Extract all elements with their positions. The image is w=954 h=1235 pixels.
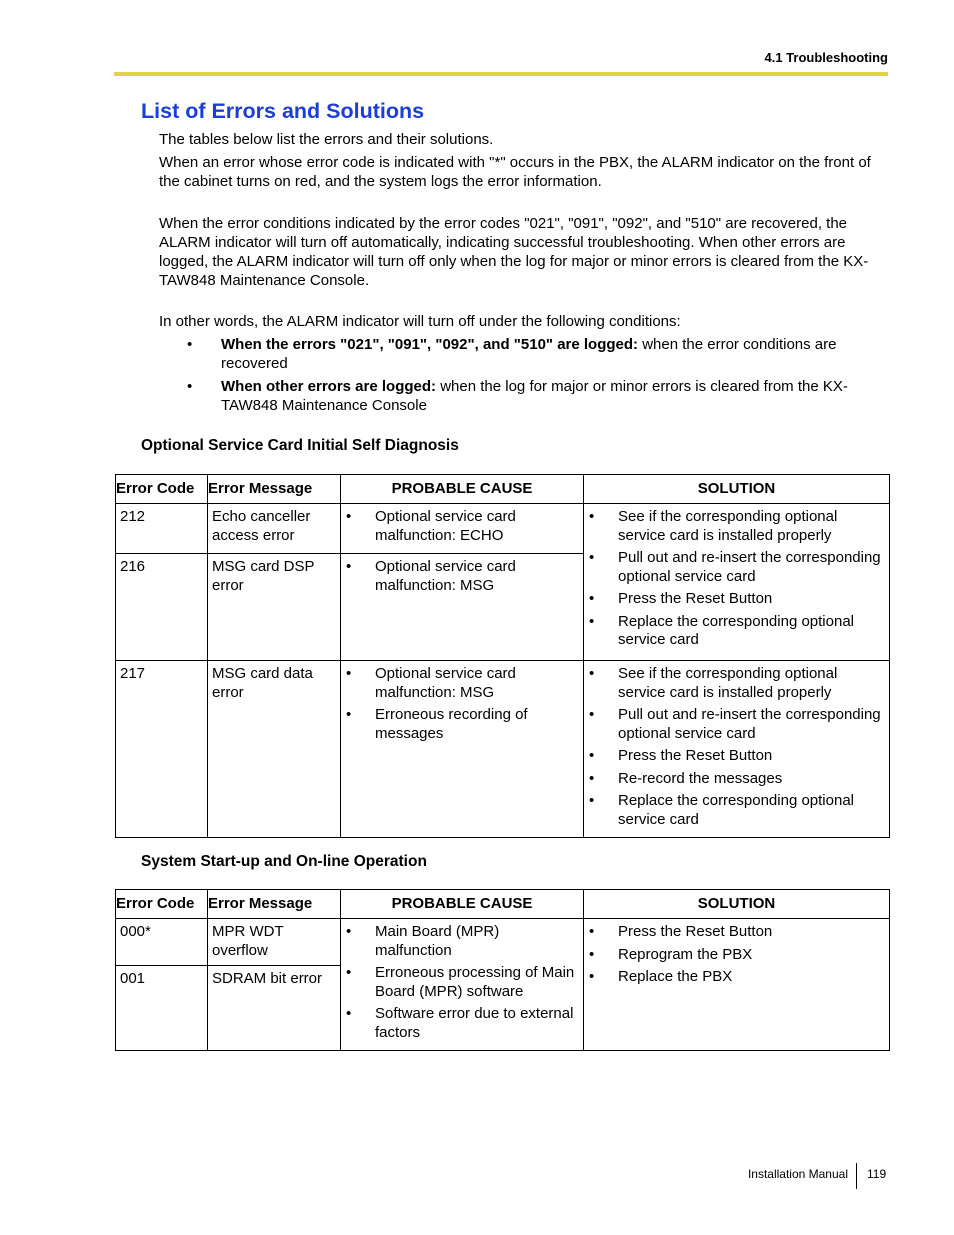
solution-cell [584,661,890,838]
bullet-icon: • [187,378,193,395]
list-item: • See if the corresponding optional service card is installed properly [584,508,885,545]
error-message: MSG card DSP error [208,554,341,661]
page-number: 119 [867,1167,887,1181]
solution-cell [584,919,890,1051]
list-item: • Software error due to external factors [341,1005,579,1042]
probable-cause [341,554,584,661]
table-row [116,504,890,554]
error-code: 000* [116,919,208,966]
table1-heading: Optional Service Card Initial Self Diagnosis [141,437,459,454]
error-code: 001 [116,966,208,1051]
list-item: • Press the Reset Button [584,747,885,766]
col-header-cause: PROBABLE CAUSE [341,475,584,504]
solution-cell [584,504,890,661]
startup-table [115,889,890,1051]
table-header-row [116,890,890,919]
probable-cause [341,919,584,1051]
col-header-message: Error Message [208,890,341,919]
page-title: List of Errors and Solutions [141,99,425,123]
list-item: • See if the corresponding optional service card is installed properly [584,665,885,702]
col-header-solution: SOLUTION [584,890,890,919]
error-message: Echo canceller access error [208,504,341,554]
alarm-paragraph: When an error whose error code is indicated with "*" occurs in the PBX, the ALARM indicator on the front of the cabinet turns on red, and the system logs the error information. [159,154,871,190]
col-header-message: Error Message [208,475,341,504]
col-header-code: Error Code [116,890,208,919]
list-item: • Optional service card malfunction: MSG [341,558,579,595]
table-header-row [116,475,890,504]
error-message: MPR WDT overflow [208,919,341,966]
list-item: • Main Board (MPR) malfunction [341,923,579,960]
col-header-solution: SOLUTION [584,475,890,504]
list-item: • Erroneous processing of Main Board (MPR) software [341,964,579,1001]
list-item: • Optional service card malfunction: MSG [341,665,579,702]
error-code: 212 [116,504,208,554]
header-section-label: 4.1 Troubleshooting [764,50,888,65]
col-header-code: Error Code [116,475,208,504]
list-item: • Optional service card malfunction: ECHO [341,508,579,545]
diagnosis-table [115,474,890,838]
table-row [116,919,890,966]
list-item: • Replace the PBX [584,968,885,987]
condition-text: when the error conditions are recovered [221,336,837,372]
list-item: • Press the Reset Button [584,590,885,609]
condition-bold: When other errors are logged: [221,378,437,395]
table-row [116,661,890,838]
recovery-paragraph: When the error conditions indicated by the error codes "021", "091", "092", and "510" are recovered, the ALARM indicator will turn off automatically, indicating successful troubleshooting. When other errors are logged, the ALARM indicator will turn off only when the log for major or minor errors is cleared from the KX-TAW848 Maintenance Console. [159,215,869,289]
list-item: • Replace the corresponding optional service card [584,792,885,829]
footer-label: Installation Manual [747,1167,848,1181]
footer-divider [856,1163,857,1189]
bullet-icon: • [187,336,193,353]
list-item: • Re-record the messages [584,770,885,789]
error-message: MSG card data error [208,661,341,838]
error-code: 217 [116,661,208,838]
probable-cause [341,661,584,838]
list-item: • Pull out and re-insert the corresponding optional service card [584,549,885,586]
probable-cause [341,504,584,554]
error-message: SDRAM bit error [208,966,341,1051]
conditions-intro: In other words, the ALARM indicator will turn off under the following conditions: [159,313,681,330]
condition-text: when the log for major or minor errors is cleared from the KX-TAW848 Maintenance Console [221,378,848,414]
intro-paragraph: The tables below list the errors and their solutions. [159,131,494,148]
table2-heading: System Start-up and On-line Operation [141,853,427,870]
list-item: • Press the Reset Button [584,923,885,942]
condition-bold: When the errors "021", "091", "092", and "510" are logged: [221,336,639,353]
error-code: 216 [116,554,208,661]
col-header-cause: PROBABLE CAUSE [341,890,584,919]
list-item: • Reprogram the PBX [584,946,885,965]
header-rule [114,72,888,76]
list-item: • Replace the corresponding optional service card [584,613,885,650]
list-item: • Erroneous recording of messages [341,706,579,743]
list-item: • Pull out and re-insert the corresponding optional service card [584,706,885,743]
